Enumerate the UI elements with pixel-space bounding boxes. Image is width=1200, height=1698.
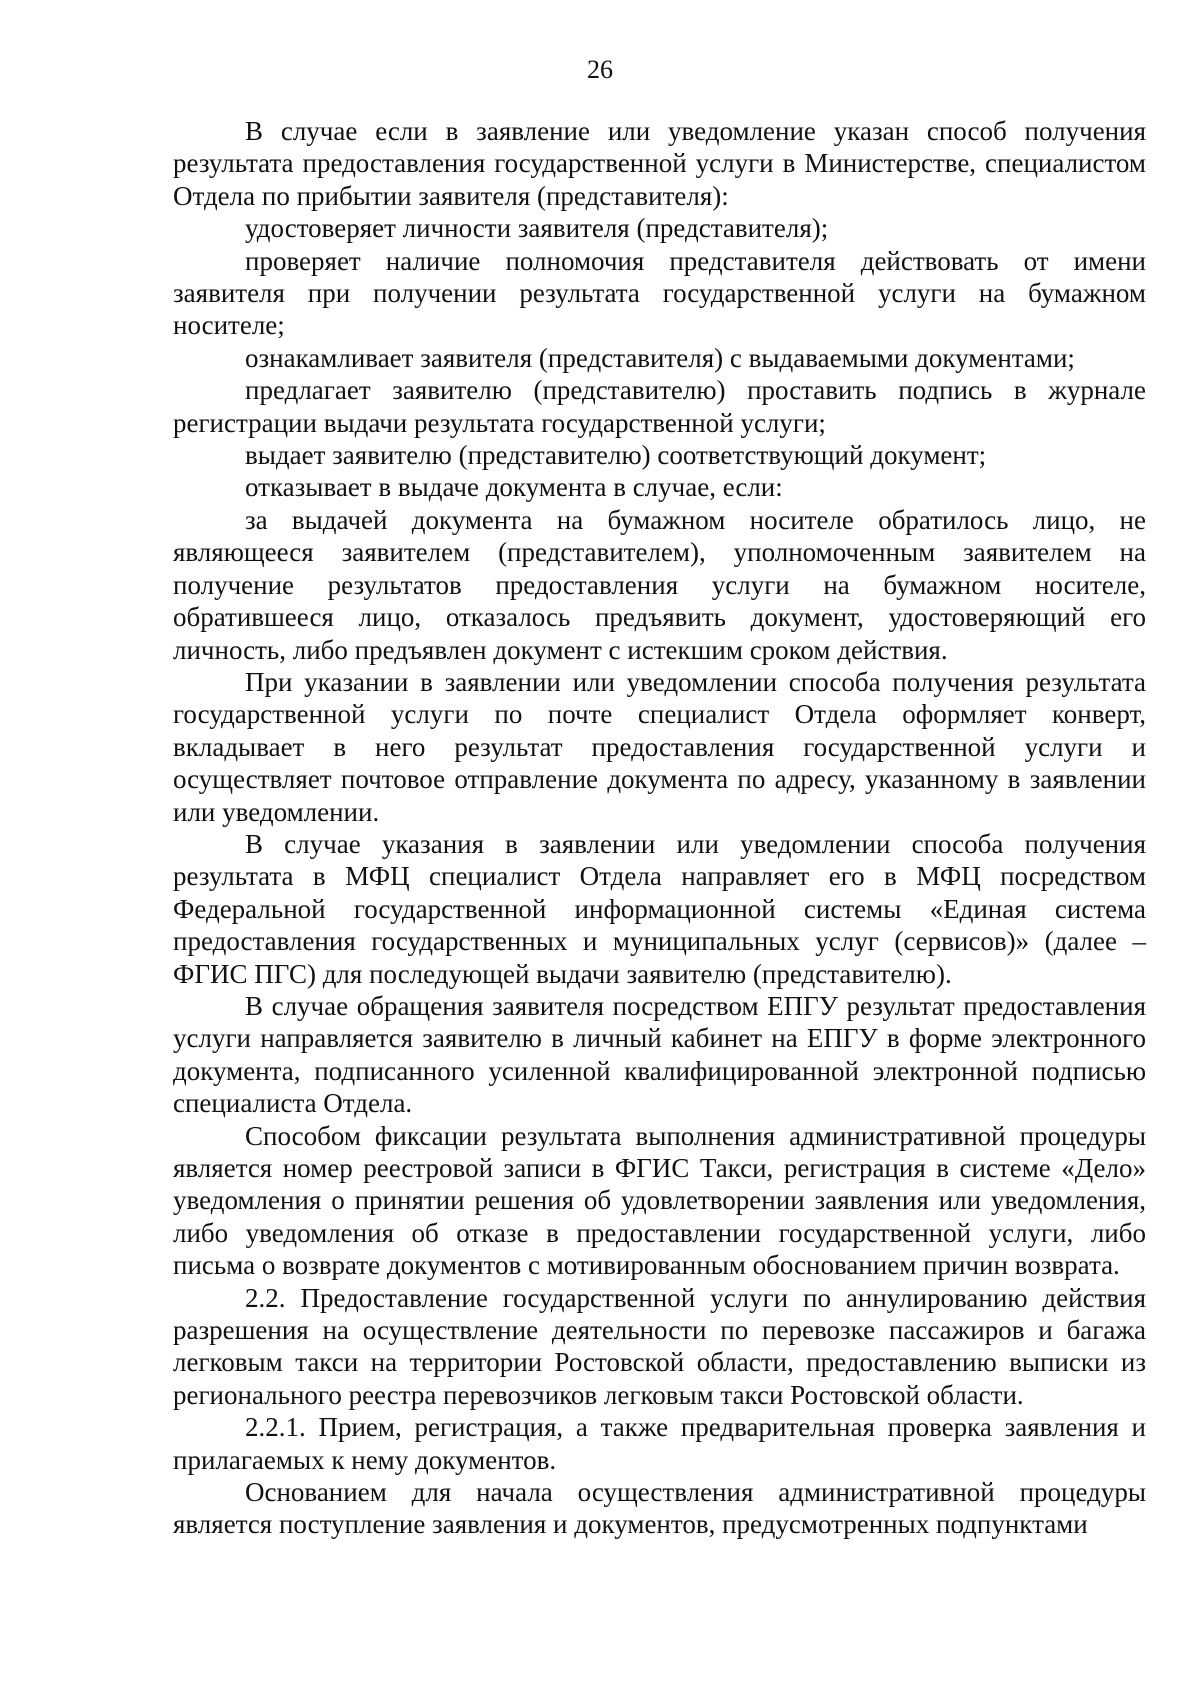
paragraph-issue-document: выдает заявителю (представителю) соответствующий документ;: [245, 440, 987, 471]
paragraph-fixation-method: Способом фиксации результата выполнения административной процедуры является номер реестровой записи в ФГИС Такси, регистрация в системе «Дело» уведомления о принятии решения об удовлетворении заявления или уведомления, либо уведомления об отказе в предоставлении государственной услуги, либо письма о возврате документов с мотивированным обоснованием причин возврата.: [173, 1120, 1146, 1281]
paragraph-section-2-2-1: 2.2.1. Прием, регистрация, а также предварительная проверка заявления и прилагаемых к нему документов.: [173, 1412, 1146, 1475]
paragraph-refusal-conditions: за выдачей документа на бумажном носителе обратилось лицо, не являющееся заявителем (представителем), уполномоченным заявителем на получение результатов предоставления услуги на бумажном носителе, обратившееся лицо, отказалось предъявить документ, удостоверяющий его личность, либо предъявлен документ с истекшим сроком действия.: [173, 504, 1146, 665]
paragraph-sign-journal: предлагает заявителю (представителю) проставить подпись в журнале регистрации выдачи результата государственной услуги;: [173, 375, 1146, 438]
paragraph-check-authority: проверяет наличие полномочия представителя действовать от имени заявителя при получении результата государственной услуги на бумажном носителе;: [173, 245, 1146, 341]
paragraph-verify-identity: удостоверяет личности заявителя (представителя);: [245, 213, 829, 244]
paragraph-procedure-basis: Основанием для начала осуществления административной процедуры является поступление заявления и документов, предусмотренных подпунктами: [173, 1477, 1146, 1540]
paragraph-familiarize: ознакамливает заявителя (представителя) с выдаваемыми документами;: [245, 342, 1075, 373]
paragraph-section-2-2: 2.2. Предоставление государственной услуги по аннулированию действия разрешения на осуществление деятельности по перевозке пассажиров и багажа легковым такси на территории Ростовской области, предоставлению выписки из регионального реестра перевозчиков легковым такси Ростовской области.: [173, 1282, 1146, 1410]
paragraph-result-via-epgu: В случае обращения заявителя посредством ЕПГУ результат предоставления услуги направляется заявителю в личный кабинет на ЕПГУ в форме электронного документа, подписанного усиленной квалифицированной электронной подписью специалиста Отдела.: [173, 990, 1146, 1119]
page-number: 26: [587, 55, 613, 84]
paragraph-result-method-ministry: В случае если в заявление или уведомление указан способ получения результата предоставления государственной услуги в Министерстве, специалистом Отдела по прибытии заявителя (представителя):: [173, 116, 1146, 211]
paragraph-result-via-mfc: В случае указания в заявлении или уведомлении способа получения результата в МФЦ специалист Отдела направляет его в МФЦ посредством Федеральной государственной информационной системы «Единая система предоставления государственных и муниципальных услуг (сервисов)» (далее – ФГИС ПГС) для последующей выдачи заявителю (представителю).: [173, 828, 1146, 989]
document-body: [173, 115, 1146, 1541]
paragraph-refuse-issue: отказывает в выдаче документа в случае, если:: [245, 472, 783, 503]
paragraph-result-by-mail: При указании в заявлении или уведомлении способа получения результата государственной услуги по почте специалист Отдела оформляет конверт, вкладывает в него результат предоставления государственной услуги и осуществляет почтовое отправление документа по адресу, указанному в заявлении или уведомлении.: [173, 666, 1146, 827]
